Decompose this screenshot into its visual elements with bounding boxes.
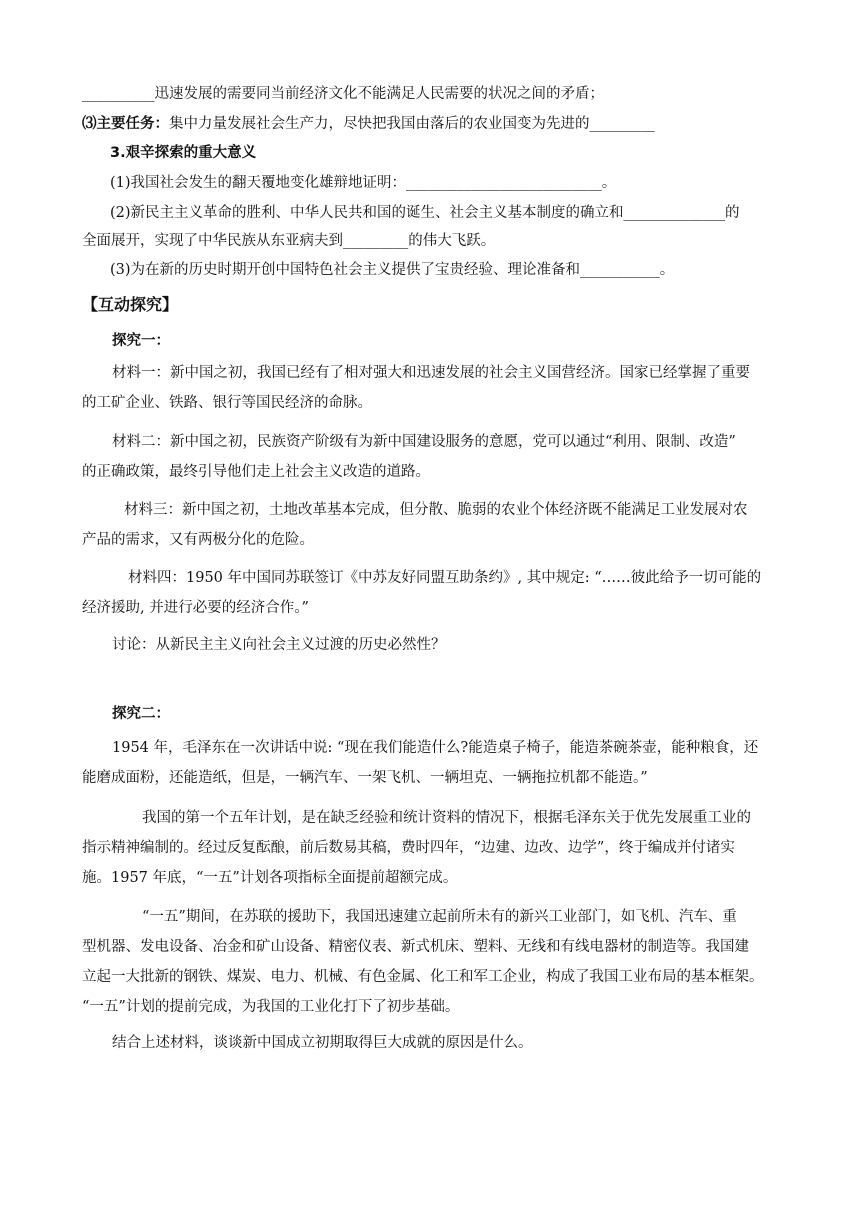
material-2-line-2: 的正确政策，最终引导他们走上社会主义改造的道路。 <box>82 464 430 480</box>
five-year-plan-line-3: 施。1957 年底，“一五”计划各项指标全面提前超额完成。 <box>82 870 458 886</box>
main-task-label: ⑶主要任务： <box>82 116 169 132</box>
industry-line-1: “一五”期间，在苏联的援助下，我国迅速建立起前所未有的新兴工业部门，如飞机、汽车、重 <box>142 909 737 925</box>
five-year-plan-line-2: 指示精神编制的。经过反复酝酿，前后数易其稿，费时四年，“边建、边改、边学”，终于编成并付诸实 <box>82 840 735 856</box>
contradiction-line: __________迅速发展的需要同当前经济文化不能满足人民需要的状况之间的矛盾； <box>82 86 604 102</box>
significance-item-1: (1)我国社会发生的翻天覆地变化雄辩地证明：___________________________。 <box>110 175 617 191</box>
industry-line-2: 型机器、发电设备、冶金和矿山设备、精密仪表、新式机床、塑料、无线和有线电器材的制造等。我国建 <box>82 939 749 955</box>
material-4-line-2: 经济援助, 并进行必要的经济合作。” <box>82 600 309 616</box>
significance-item-3: (3)为在新的历史时期开创中国特色社会主义提供了宝贵经验、理论准备和___________。 <box>110 262 675 278</box>
discussion-question: 讨论：从新民主主义向社会主义过渡的历史必然性？ <box>112 637 446 653</box>
explore-2-question: 结合上述材料，谈谈新中国成立初期取得巨大成就的原因是什么。 <box>112 1035 533 1051</box>
industry-line-3: 立起一大批新的钢铁、煤炭、电力、机械、有色金属、化工和军工企业，构成了我国工业布局的基本框架。 <box>82 969 764 985</box>
material-4-line-1: 材料四：1950 年中国同苏联签订《中苏友好同盟互助条约》, 其中规定: “……彼此给予一切可能的 <box>128 570 762 586</box>
interactive-heading: 【互动探究】 <box>82 295 179 314</box>
mao-quote-line-2: 能磨成面粉，还能造纸，但是，一辆汽车、一架飞机、一辆坦克、一辆拖拉机都不能造。” <box>82 770 648 786</box>
significance-item-2-line-2: 全面展开，实现了中华民族从东亚病夫到_________的伟大飞跃。 <box>82 233 496 249</box>
industry-line-4: “一五”计划的提前完成，为我国的工业化打下了初步基础。 <box>82 999 460 1015</box>
material-3-line-1: 材料三：新中国之初，土地改革基本完成，但分散、脆弱的农业个体经济既不能满足工业发展对农 <box>124 502 748 518</box>
material-3-line-2: 产品的需求，又有两极分化的危险。 <box>82 532 314 548</box>
material-1-line-2: 的工矿企业、铁路、银行等国民经济的命脉。 <box>82 395 372 411</box>
mao-quote-line-1: 1954 年，毛泽东在一次讲话中说: “现在我们能造什么?能造桌子椅子，能造茶碗茶壶，能种粮食，还 <box>112 740 759 756</box>
explore-1-title: 探究一： <box>112 333 170 349</box>
material-2-line-1: 材料二：新中国之初，民族资产阶级有为新中国建设服务的意愿，党可以通过“利用、限制、改造” <box>112 434 736 450</box>
main-task-text: 集中力量发展社会生产力，尽快把我国由落后的农业国变为先进的_________ <box>169 116 655 132</box>
main-task-line <box>82 114 655 134</box>
significance-item-2-line-1: (2)新民主主义革命的胜利、中华人民共和国的诞生、社会主义基本制度的确立和______________的 <box>110 205 740 221</box>
explore-2-title: 探究二： <box>112 706 170 722</box>
section-3-title: 3.艰辛探索的重大意义 <box>110 145 257 161</box>
material-1-line-1: 材料一：新中国之初，我国已经有了相对强大和迅速发展的社会主义国营经济。国家已经掌握了重要 <box>112 365 750 381</box>
five-year-plan-line-1: 我国的第一个五年计划，是在缺乏经验和统计资料的情况下，根据毛泽东关于优先发展重工业的 <box>142 810 751 826</box>
